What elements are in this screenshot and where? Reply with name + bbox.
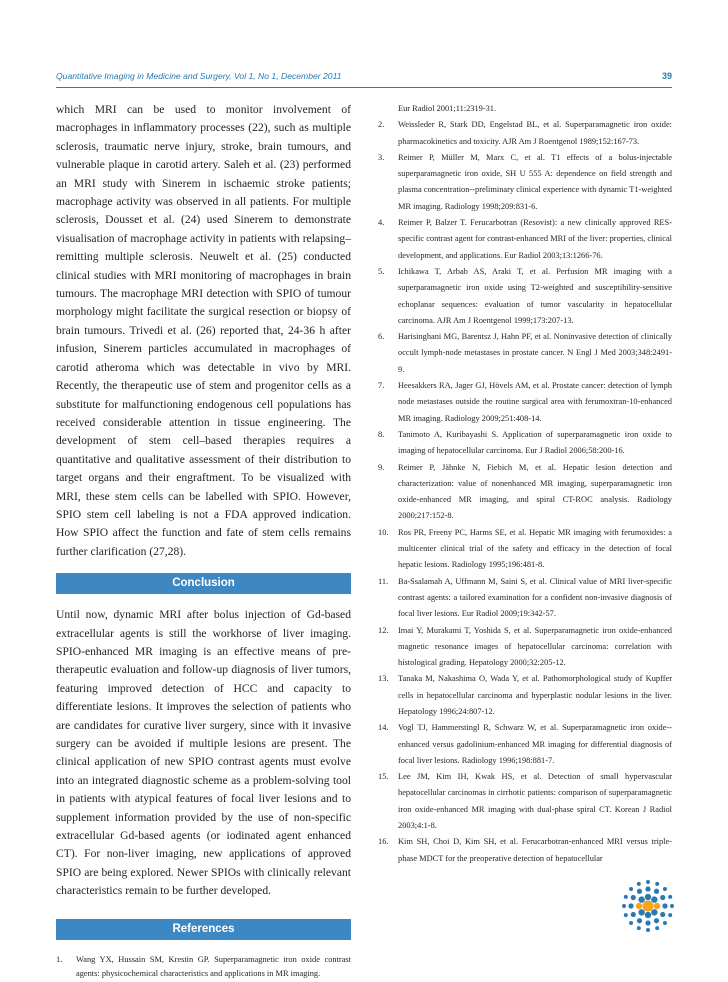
body-paragraph: which MRI can be used to monitor involvement of macrophages in inflammatory processes (22), such as multiple sclerosis, traumatic nerve injury, stroke, brain tumours, and vulnerable plaque in carotid artery. Saleh et al. (23) performed an MRI study with Sinerem in ischaemic stroke patients; macrophage activity was observed in all patients. For multiple sclerosis, Dousset et al. (24) used Sinerem to demonstrate visualisation of macrophage activity in patients with relapsing–remitting multiple sclerosis. Neuwelt et al. (25) conducted clinical studies with MRI monitoring of macrophages in brain tumours. The macrophage MRI detection with SPIO of tumour morphology might facilitate the surgical resection or biopsy of brain tumours. Trivedi et al. (26) reported that, 24-36 h after infusion, Sinerem particles accumulated in macrophages of carotid atheroma which was detectable in vivo by MRI. Recently, the therapeutic use of stem and progenitor cells as a substitute for malfunctioning endogenous cell populations has received considerable attention in tissue engineering. The development of stem cell–based therapies requires a quantitative and qualitative assessment of their distribution to target organs and their engraftment. To be visualized with MRI, these stem cells can be labelled with SPIO. However, SPIO stem cell labeling is not a FDA approved indication. How SPIO affect the function and fate of stem cells remains further clarification (27,28). [56,103,351,558]
reference-number: 11. [378,576,389,586]
reference-item [378,117,672,150]
reference-number: 15. [378,772,389,782]
reference-item [378,329,672,378]
reference-item [378,378,672,427]
reference-text: Lee JM, Kim IH, Kwak HS, et al. Detection of small hypervascular hepatocellular carcinomas in cirrhotic patients: comparison of superparamagnetic iron oxide-enhanced MR imaging with dual-phase spiral CT. Korean J Radiol 2003;4:1-8. [398,772,672,831]
conclusion-paragraph: Until now, dynamic MRI after bolus injection of Gd-based extracellular agents is still the workhorse of liver imaging. SPIO-enhanced MR imaging is an effective means of pre-therapeutic evaluation and follow-up diagnosis of liver tumors, featuring improved detection of HCC and capacity to differentiate lesions. It improves the selection of patients who are candidates for curative liver surgery, since with it invasive surgery can be avoided if multiple lesions are present. The clinical application of new SPIO contrast agents must evolve into an integrated diagnostic scheme as a problem-solving tool in patients with atypical features of focal liver lesions and to supplement information provided by the use of non-specific extracellular Gd-based agents (or iodinated agent enhanced CT). For non-liver imaging, new applications of approved SPIO are being explored. Newer SPIOs with clinically relevant characteristics remain to be further developed. [56,608,351,898]
journal-title: Quantitative Imaging in Medicine and Surgery, Vol 1, No 1, December 2011 [56,71,342,81]
reference-number: 5. [378,266,385,276]
section-heading-references: References [56,919,351,940]
running-header [56,71,672,87]
reference-text: Heesakkers RA, Jager GJ, Hövels AM, et al. Prostate cancer: detection of lymph node metastases outside the routine surgical area with ferumoxtran-10-enhanced MR imaging. Radiology 2009;251:408-14. [398,381,672,423]
reference-item [378,427,672,460]
reference-text: Ichikawa T, Arbab AS, Araki T, et al. Perfusion MR imaging with a superparamagnetic iron oxide using T2-weighted and susceptibility-sensitive echoplanar sequences: evaluation of tumor vascularity in hepatocellular carcinoma. AJR Am J Roentgenol 1999;173:207-13. [398,266,672,325]
reference-number: 3. [378,152,385,162]
reference-number: 8. [378,429,385,439]
reference-item [378,525,672,574]
reference-number: 4. [378,218,385,228]
reference-number: 9. [378,462,385,472]
reference-text: Eur Radiol 2001;11:2319-31. [398,104,497,113]
reference-number: 14. [378,723,389,733]
reference-number: 13. [378,674,389,684]
reference-item [378,264,672,329]
reference-number: 7. [378,381,385,391]
reference-item [56,953,351,982]
reference-item [378,671,672,720]
reference-text: Wang YX, Hussain SM, Krestin GP. Superparamagnetic iron oxide contrast agents: physicochemical characteristics and applications in MR imaging. [76,954,351,979]
reference-text: Reimer P, Balzer T. Ferucarbotran (Resovist): a new clinically approved RES-specific contrast agent for contrast-enhanced MRI of the liver: properties, clinical development, and applications. Eur Radiol 2003;13:1266-76. [398,218,672,260]
reference-list-right [378,101,672,867]
reference-item [378,623,672,672]
reference-text: Reimer P, Jähnke N, Fiebich M, et al. Hepatic lesion detection and characterization: value of nonenhanced MR imaging, superparamagnetic iron oxide-enhanced MR imaging, and spiral CT-ROC analysis. Radiology 2000;217:152-8. [398,462,672,521]
reference-text: Harisinghani MG, Barentsz J, Hahn PF, et al. Noninvasive detection of clinically occult lymph-node metastases in prostate cancer. N Engl J Med 2003;348:2491-9. [398,332,672,374]
page-number: 39 [661,71,672,81]
reference-text: Reimer P, Müller M, Marx C, et al. T1 effects of a bolus-injectable superparamagnetic iron oxide, SH U 555 A: dependence on field strength and plasma concentration--preliminary clinical experience with dynamic T1-weighted MR imaging. Radiology 1998;209:831-6. [398,152,672,211]
section-heading-conclusion: Conclusion [56,573,351,594]
reference-number [378,101,398,117]
reference-item [378,769,672,834]
reference-number: 10. [378,527,389,537]
reference-item [378,215,672,264]
reference-number: 6. [378,332,385,342]
reference-text: Ros PR, Freeny PC, Harms SE, et al. Hepatic MR imaging with ferumoxides: a multicenter clinical trial of the safety and efficacy in the detection of focal hepatic lesions. Radiology 1995;196:481-8. [398,527,672,570]
reference-number: 12. [378,625,389,635]
reference-item [378,101,672,117]
reference-number: 2. [378,120,385,130]
reference-text: Imai Y, Murakami T, Yoshida S, et al. Superparamagnetic iron oxide-enhanced magnetic resonance images of hepatocellular carcinoma: correlation with histological grading. Hepatology 2000;32:205-12. [398,625,672,668]
reference-text: Tanaka M, Nakashima O, Wada Y, et al. Pathomorphological study of Kupffer cells in hepatocellular carcinoma and hyperplastic nodular lesions in the liver. Hepatology 1996;24:807-12. [398,674,672,716]
reference-item [378,720,672,769]
journal-dot-logo-icon [622,880,674,932]
header-rule [56,87,672,88]
reference-item [378,834,672,867]
reference-number: 16. [378,837,389,847]
reference-text: Vogl TJ, Hammerstingl R, Schwarz W, et al. Superparamagnetic iron oxide--enhanced versus gadolinium-enhanced MR imaging for differential diagnosis of focal liver lesions. Radiology 1996;198:881-7. [398,723,672,765]
reference-text: Tanimoto A, Kuribayashi S. Application of superparamagnetic iron oxide to imaging of hepatocellular carcinoma. Eur J Radiol 2006;58:200-16. [398,429,672,456]
left-column [56,101,351,982]
reference-item [378,150,672,215]
reference-list-left [56,953,351,982]
reference-text: Kim SH, Choi D, Kim SH, et al. Ferucarbotran-enhanced MRI versus triple-phase MDCT for the preoperative detection of hepatocellular [398,837,672,863]
reference-item [378,574,672,623]
reference-text: Weissleder R, Stark DD, Engelstad BL, et al. Superparamagnetic iron oxide: pharmacokinetics and toxicity. AJR Am J Roentgenol 1989;152:167-73. [398,120,672,146]
reference-item [378,460,672,525]
reference-number: 1. [56,954,63,964]
reference-text: Ba-Ssalamah A, Uffmann M, Saini S, et al. Clinical value of MRI liver-specific contrast agents: a tailored examination for a confident non-invasive diagnosis of focal liver lesions. Eur Radiol 2009;19:342-57. [398,576,672,619]
